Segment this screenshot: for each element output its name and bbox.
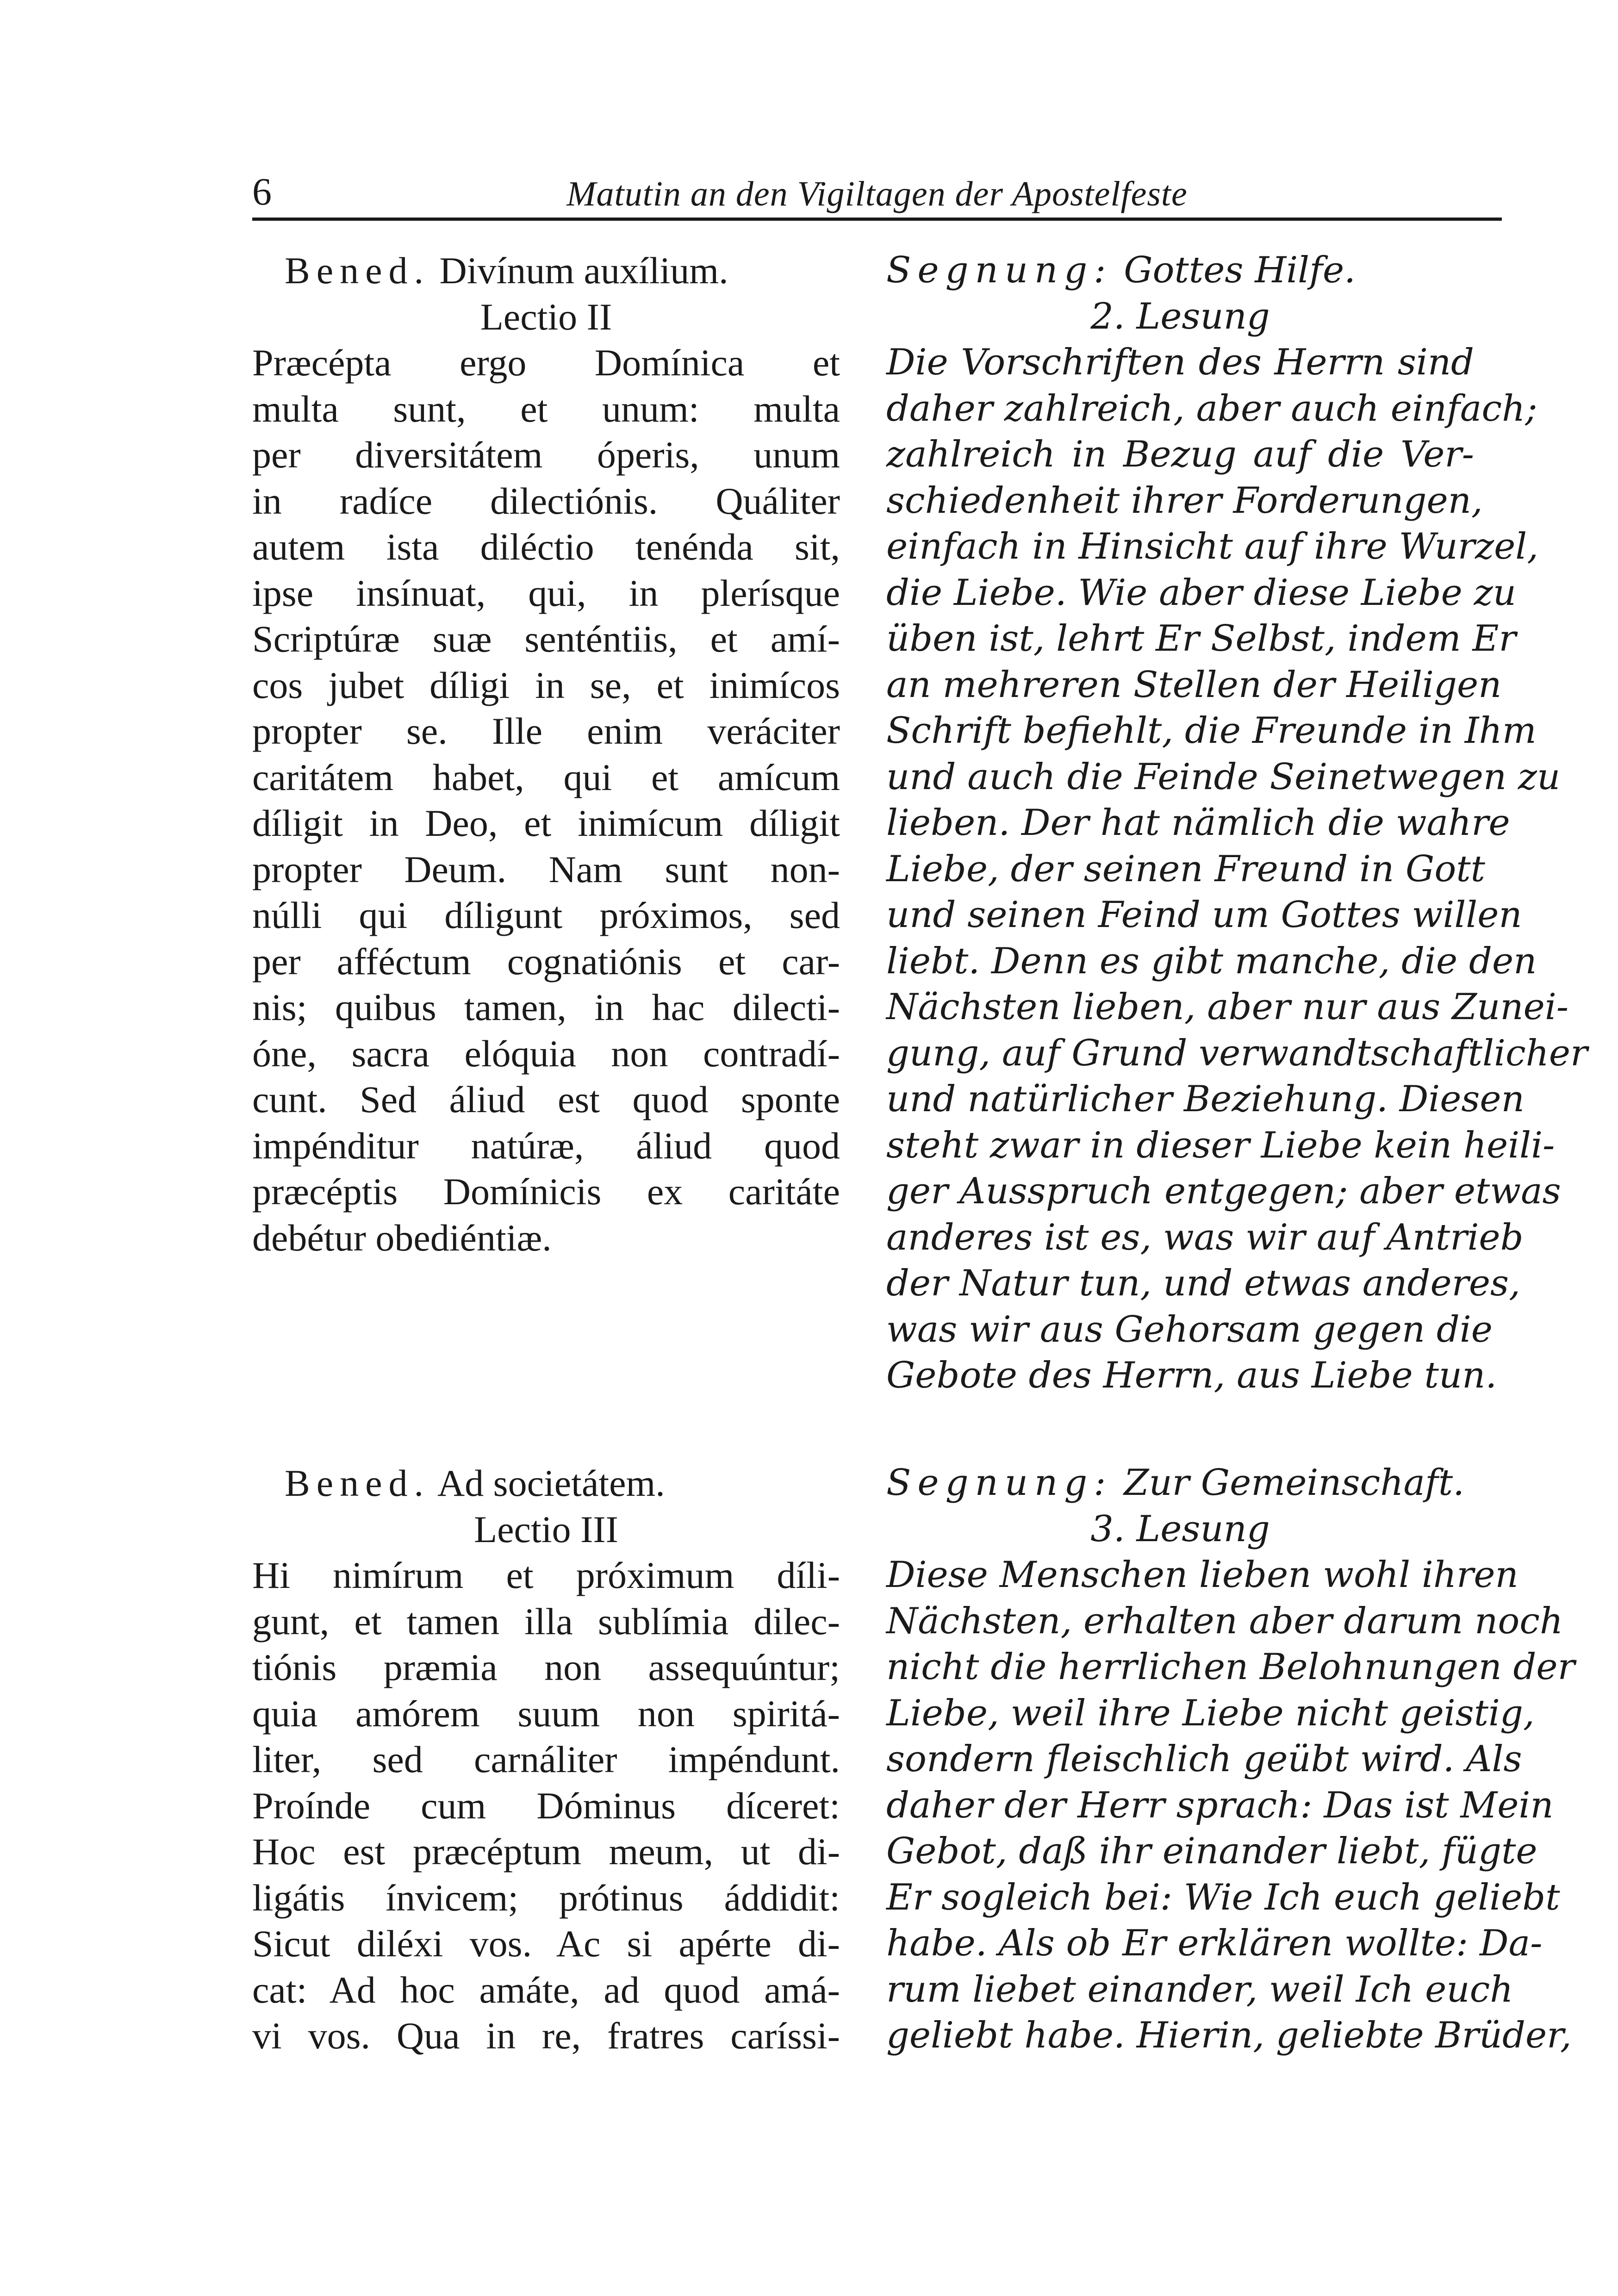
text-line: tiónis præmia non assequúntur; — [252, 1646, 840, 1688]
german-blessing-label: Segnung: — [886, 1462, 1113, 1504]
text-line: Nächsten, erhalten aber darum noch — [886, 1600, 1563, 1642]
text-line: Præcépta ergo Domínica et — [252, 342, 840, 384]
text-line: díligit in Deo, et inimícum díligit — [252, 802, 840, 844]
text-line: und seinen Feind um Gottes willen — [886, 894, 1522, 936]
text-line: Hi nimírum et próximum díli- — [252, 1554, 840, 1596]
text-line: liebt. Denn es gibt manche, die den — [886, 940, 1537, 982]
text-line: per afféctum cognatiónis et car- — [252, 940, 840, 983]
latin-blessing-line — [252, 1460, 840, 1506]
text-line: Nächsten lieben, aber nur aus Zunei- — [886, 986, 1569, 1028]
text-line: Er sogleich bei: Wie Ich euch geliebt — [886, 1876, 1560, 1918]
german-blessing-label: Segnung: — [886, 249, 1113, 291]
text-line: was wir aus Gehorsam gegen die — [886, 1308, 1493, 1350]
text-line: Liebe, weil ihre Liebe nicht geistig, — [886, 1692, 1535, 1734]
latin-blessing-text: Divínum auxílium. — [439, 249, 728, 292]
text-line: und natürlicher Beziehung. Diesen — [886, 1078, 1525, 1120]
text-line: steht zwar in dieser Liebe kein heili- — [886, 1124, 1555, 1166]
text-line: Hoc est præcéptum meum, ut di- — [252, 1830, 840, 1873]
text-line: propter Deum. Nam sunt non- — [252, 848, 840, 890]
text-line: nis; quibus tamen, in hac dilecti- — [252, 986, 840, 1028]
text-line: Diese Menschen lieben wohl ihren — [886, 1554, 1518, 1596]
text-line: Sicut diléxi vos. Ac si apérte di- — [252, 1923, 840, 1965]
german-lesson-heading: 3. Lesung — [1090, 1508, 1270, 1550]
text-line: Gebot, daß ihr einander liebt, fügte — [886, 1830, 1537, 1872]
text-line: Liebe, der seinen Freund in Gott — [886, 848, 1486, 890]
text-line: gunt, et tamen illa sublímia dilec- — [252, 1600, 840, 1643]
text-line: schiedenheit ihrer Forderungen, — [886, 479, 1483, 522]
german-blessing-line — [886, 1460, 1474, 1506]
text-line: die Liebe. Wie aber diese Liebe zu — [886, 572, 1516, 614]
latin-blessing-label: Bened. — [285, 249, 430, 292]
text-line: Schrift befiehlt, die Freunde in Ihm — [886, 710, 1537, 752]
german-blessing-text: Zur Gemeinschaft. — [1124, 1462, 1464, 1504]
german-blessing-line — [886, 248, 1474, 294]
text-line: geliebt habe. Hierin, geliebte Brüder, — [886, 2015, 1572, 2056]
text-line: cos jubet díligi in se, et inimícos — [252, 664, 840, 706]
text-line: caritátem habet, qui et amícum — [252, 756, 840, 798]
german-blessing-text: Gottes Hilfe. — [1124, 249, 1356, 291]
text-line: per diversitátem óperis, unum — [252, 434, 840, 476]
text-line: óne, sacra elóquia non contradí- — [252, 1032, 840, 1075]
text-line: quia amórem suum non spiritá- — [252, 1692, 840, 1735]
text-line: liter, sed carnáliter impéndunt. — [252, 1738, 840, 1780]
text-line: ger Ausspruch entgegen; aber etwas — [886, 1170, 1561, 1212]
text-line: sondern fleischlich geübt wird. Als — [886, 1738, 1522, 1780]
running-head: Matutin an den Vigiltagen der Apostelfeste — [566, 174, 1188, 213]
german-section-lesung-3 — [886, 1460, 1575, 2059]
text-line: Die Vorschriften des Herrn sind — [886, 342, 1474, 383]
latin-blessing-text: Ad societátem. — [437, 1462, 665, 1504]
latin-lesson-heading: Lectio III — [474, 1508, 618, 1550]
text-line: ipse insínuat, qui, in plerísque — [252, 572, 840, 614]
german-section-lesung-2 — [886, 248, 1588, 1399]
page-number: 6 — [252, 170, 272, 213]
text-line: einfach in Hinsicht auf ihre Wurzel, — [886, 526, 1538, 567]
latin-lesson-heading: Lectio II — [480, 295, 612, 338]
latin-section-lectio-2 — [252, 248, 840, 1261]
text-line: zahlreich in Bezug auf die Ver- — [886, 434, 1474, 475]
latin-blessing-line — [252, 248, 840, 294]
text-line: und auch die Feinde Seinetwegen zu — [886, 756, 1561, 798]
text-line: an mehreren Stellen der Heiligen — [886, 664, 1502, 706]
text-line: anderes ist es, was wir auf Antrieb — [886, 1216, 1524, 1258]
page-header — [252, 167, 1502, 221]
german-lesson-body — [886, 1552, 1575, 2059]
text-line: vi vos. Qua in re, fratres caríssi- — [252, 2015, 840, 2057]
text-line: Scriptúræ suæ senténtiis, et amí- — [252, 618, 840, 660]
text-line: cat: Ad hoc amáte, ad quod amá- — [252, 1968, 840, 2011]
latin-lesson-body — [252, 1552, 840, 2059]
text-line: autem ista diléctio tenénda sit, — [252, 526, 840, 568]
text-line: daher zahlreich, aber auch einfach; — [886, 387, 1537, 429]
latin-lesson-body — [252, 340, 840, 1261]
text-line: lieben. Der hat nämlich die wahre — [886, 802, 1510, 844]
text-line: üben ist, lehrt Er Selbst, indem Er — [886, 618, 1516, 660]
german-lesson-body — [886, 340, 1588, 1399]
latin-section-lectio-3 — [252, 1460, 840, 2059]
text-line: nicht die herrlichen Belohnungen der — [886, 1646, 1575, 1688]
text-line: habe. Als ob Er erklären wollte: Da- — [886, 1923, 1543, 1964]
latin-blessing-label: Bened. — [285, 1462, 430, 1504]
text-line: cunt. Sed áliud est quod sponte — [252, 1078, 840, 1120]
text-line: impénditur natúræ, áliud quod — [252, 1124, 840, 1167]
text-line: ligátis ínvicem; prótinus áddidit: — [252, 1876, 840, 1919]
german-lesson-heading: 2. Lesung — [1090, 295, 1270, 337]
text-line: præcéptis Domínicis ex caritáte — [252, 1170, 840, 1213]
text-line: rum liebet einander, weil Ich euch — [886, 1968, 1513, 2010]
text-line: gung, auf Grund verwandtschaftlicher — [886, 1032, 1588, 1074]
text-line: Gebote des Herrn, aus Liebe tun. — [886, 1355, 1497, 1396]
text-line: multa sunt, et unum: multa — [252, 387, 840, 430]
text-line: in radíce dilectiónis. Quáliter — [252, 479, 840, 522]
text-line: núlli qui díligunt próximos, sed — [252, 894, 840, 936]
text-line: Proínde cum Dóminus díceret: — [252, 1784, 840, 1827]
text-line: debétur obediéntiæ. — [252, 1216, 552, 1259]
text-line: der Natur tun, und etwas anderes, — [886, 1263, 1520, 1304]
text-line: daher der Herr sprach: Das ist Mein — [886, 1784, 1554, 1826]
text-line: propter se. Ille enim veráciter — [252, 710, 840, 752]
